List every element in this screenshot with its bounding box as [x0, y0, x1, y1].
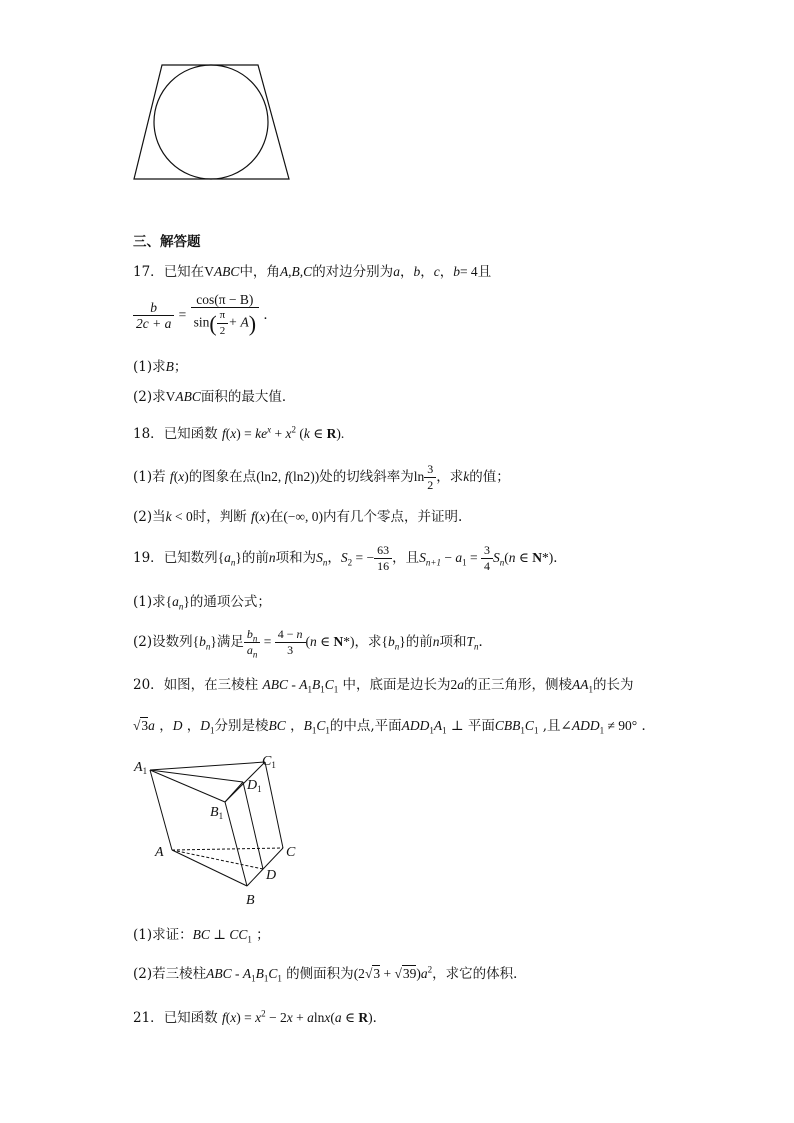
- problem-17-equation: $\frac{b}{2c + a}$ = cos(π − B) sin( $\frac{\pi}{2}$ + A) ．: [133, 292, 277, 339]
- label-A1: $A_1$: [134, 760, 148, 776]
- problem-18-q2: (2)当k < 0时，判断 f(x)在(−∞, 0)内有几个零点，并证明.: [133, 509, 463, 525]
- section-title: 三、解答题: [133, 234, 201, 249]
- label-C1: $C_1$: [262, 754, 276, 770]
- problem-18-q1: (1)若 f(x)的图象在点(ln2, f(ln2))处的切线斜率为ln $\frac{3}{2}$ ，求k的值；: [133, 462, 510, 492]
- problem-19-q2: (2)设数列$\{b_n\}$满足 $\frac{b_n}{a_n}$ = $\frac{4 - n}{3}$ (n ∈ N*)，求$\{b_n\}$的前n项和$T_n$．: [133, 627, 492, 660]
- problem-19-q1: (1)求$\{a_n\}$的通项公式；: [133, 594, 271, 612]
- label-B: B: [246, 893, 255, 908]
- problem-20-q1: (1)求证：BC ⊥ $CC_1$ ；: [133, 927, 270, 945]
- triangular-prism-figure: [130, 752, 305, 912]
- problem-20-line-2: √3a ，D ，$D_1$分别是棱BC ，$B_1C_1$的中点,平面$ADD_1A_1$ ⊥ 平面$CBB_1C_1$ ,且$\angle ADD_1 \ne 90^\circ$ ．: [133, 718, 655, 736]
- trapezoid-circle-figure: [130, 60, 295, 185]
- label-B1: $B_1$: [210, 805, 224, 821]
- problem-20-line-1: 20．如图，在三棱柱 ABC - $A_1B_1C_1$ 中，底面是边长为2a的正三角形，侧棱$AA_1$的长为: [133, 677, 634, 695]
- inscribed-circle: [154, 65, 268, 179]
- problem-17-line-1: 17．已知在VABC中，角A,B,C的对边分别为a，b，c，b= 4且: [133, 264, 492, 280]
- problem-18-line-1: 18．已知函数 $f(x) = ke^x + x^2$ (k ∈ R).: [133, 424, 345, 442]
- label-D: D: [266, 868, 277, 883]
- problem-17-q1: (1)求B；: [133, 359, 188, 375]
- label-D1: $D_1$: [247, 778, 262, 794]
- label-C: C: [286, 845, 296, 860]
- problem-17-q2: (2)求VABC面积的最大值．: [133, 389, 296, 405]
- trapezoid: [134, 65, 289, 179]
- problem-19-line-1: 19．已知数列$\{a_n\}$的前n项和为$S_n$，$S_2$ = − $\frac{63}{16}$ ，且$S_{n+1} - a_1$ = $\frac{3}{4}$ $S_n(n$ ∈ N*)．: [133, 543, 567, 573]
- label-A: A: [155, 845, 164, 860]
- problem-20-q2: (2)若三棱柱ABC - $A_1B_1C_1$ 的侧面积为$(2√3 + √39)a^2$，求它的体积．: [133, 964, 527, 984]
- problem-21-line-1: 21．已知函数 $f(x) = x^2 - 2x + alnx(a$ ∈ R)．: [133, 1008, 387, 1026]
